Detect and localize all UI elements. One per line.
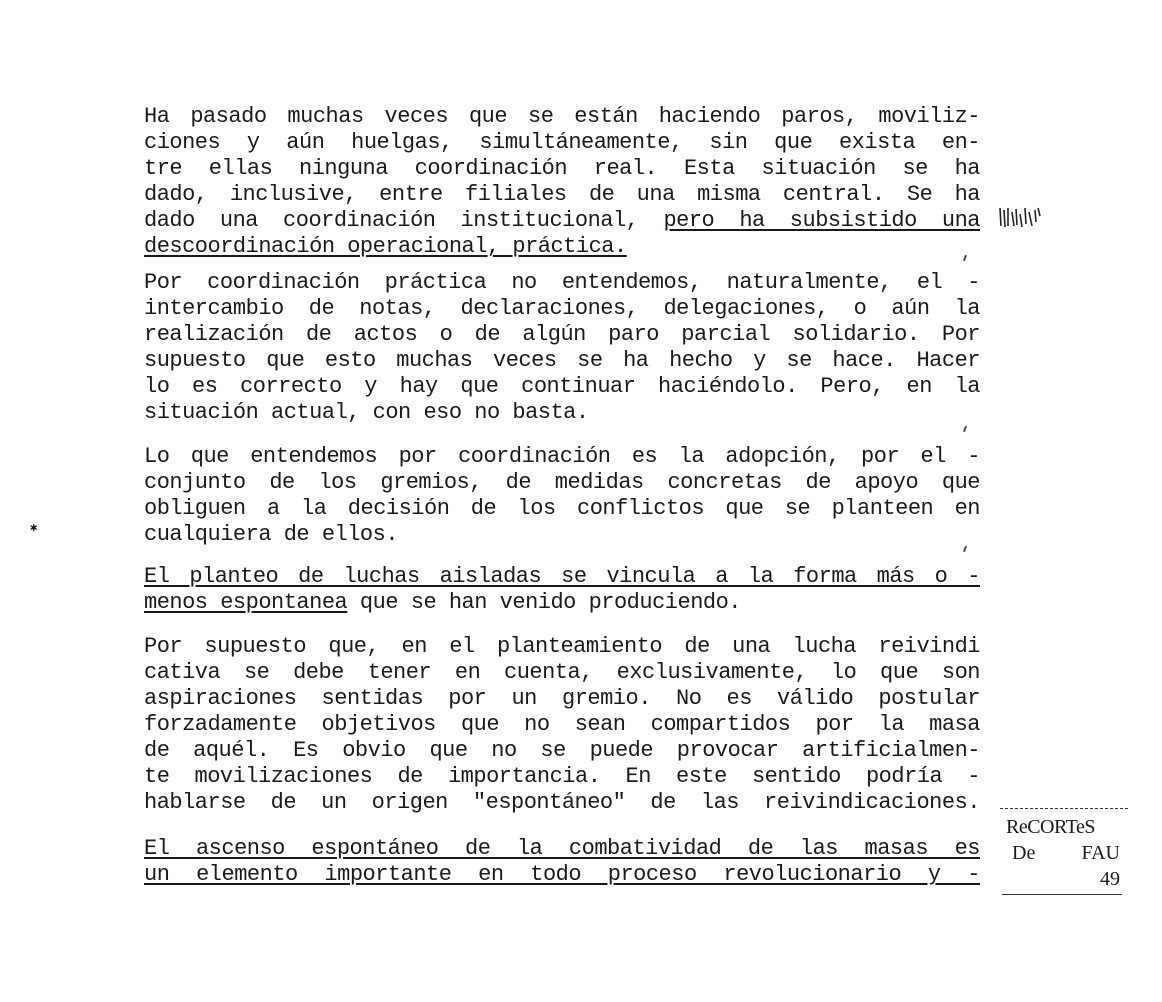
paragraph [144, 270, 980, 426]
text-line: lo es correcto y hay que continuar haciéndolo. Pero, en la [144, 374, 980, 399]
paragraph [144, 836, 980, 888]
plain-text: dado una coordinación institucional, [144, 208, 664, 233]
text-line: de aquél. Es obvio que no se puede provocar artificialmen- [144, 738, 980, 763]
stamp-de: De [1012, 842, 1036, 864]
text-line: Lo que entendemos por coordinación es la adopción, por el - [144, 444, 980, 469]
text-line: aspiraciones sentidas por un gremio. No es válido postular [144, 686, 980, 711]
text-line: situación actual, con eso no basta. [144, 400, 589, 425]
stray-tick [963, 546, 967, 552]
page-number: 49 [1100, 868, 1120, 890]
stamp-rule-bottom [1002, 894, 1122, 895]
paragraph [144, 564, 980, 616]
text-line: intercambio de notas, declaraciones, delegaciones, o aún la [144, 296, 980, 321]
paragraph [144, 634, 980, 816]
text-line: supuesto que esto muchas veces se ha hecho y se hace. Hacer [144, 348, 980, 373]
text-line: forzadamente objetivos que no sean compartidos por la masa [144, 712, 980, 737]
text-line: conjunto de los gremios, de medidas concretas de apoyo que [144, 470, 980, 495]
text-line: Ha pasado muchas veces que se están haciendo paros, moviliz- [144, 104, 980, 129]
text-line: obliguen a la decisión de los conflictos que se planteen en [144, 496, 980, 521]
stamp-rule-top [1000, 808, 1128, 809]
underlined-text: menos espontanea [144, 590, 348, 615]
text-line [144, 590, 980, 616]
stray-mark: ✱ [30, 521, 38, 535]
paragraph [144, 444, 980, 548]
stamp-subtitle [1006, 840, 1124, 866]
text-line: Por supuesto que, en el planteamiento de una lucha reivindi [144, 634, 980, 659]
text-line: cativa se debe tener en cuenta, exclusivamente, lo que son [144, 660, 980, 685]
text-line: realización de actos o de algún paro parcial solidario. Por [144, 322, 980, 347]
text-line: cualquiera de ellos. [144, 522, 399, 547]
text-line: El planteo de luchas aisladas se vincula a la forma más o - [144, 564, 980, 589]
text-line: tre ellas ninguna coordinación real. Esta situación se ha [144, 156, 980, 181]
stray-tick [963, 426, 967, 432]
plain-text: que se han venido produciendo. [347, 590, 742, 615]
text-line: hablarse de un origen "espontáneo" de las reivindicaciones. [144, 790, 980, 815]
text-line [144, 208, 980, 234]
text-line: Por coordinación práctica no entendemos, naturalmente, el - [144, 270, 980, 295]
underlined-text: pero ha subsistido una [663, 208, 980, 233]
text-line: ciones y aún huelgas, simultáneamente, sin que exista en- [144, 130, 980, 155]
text-line: te movilizaciones de importancia. En este sentido podría - [144, 764, 980, 789]
text-line: dado, inclusive, entre filiales de una misma central. Se ha [144, 182, 980, 207]
stamp-fau: FAU [1081, 842, 1120, 864]
text-line: descoordinación operacional, práctica. [144, 234, 627, 259]
stamp-title: ReCORTeS [1006, 816, 1095, 838]
text-line: un elemento importante en todo proceso revolucionario y - [144, 862, 980, 887]
text-line: El ascenso espontáneo de la combatividad de las masas es [144, 836, 980, 861]
margin-scribble [998, 206, 1042, 228]
paragraph [144, 104, 980, 260]
